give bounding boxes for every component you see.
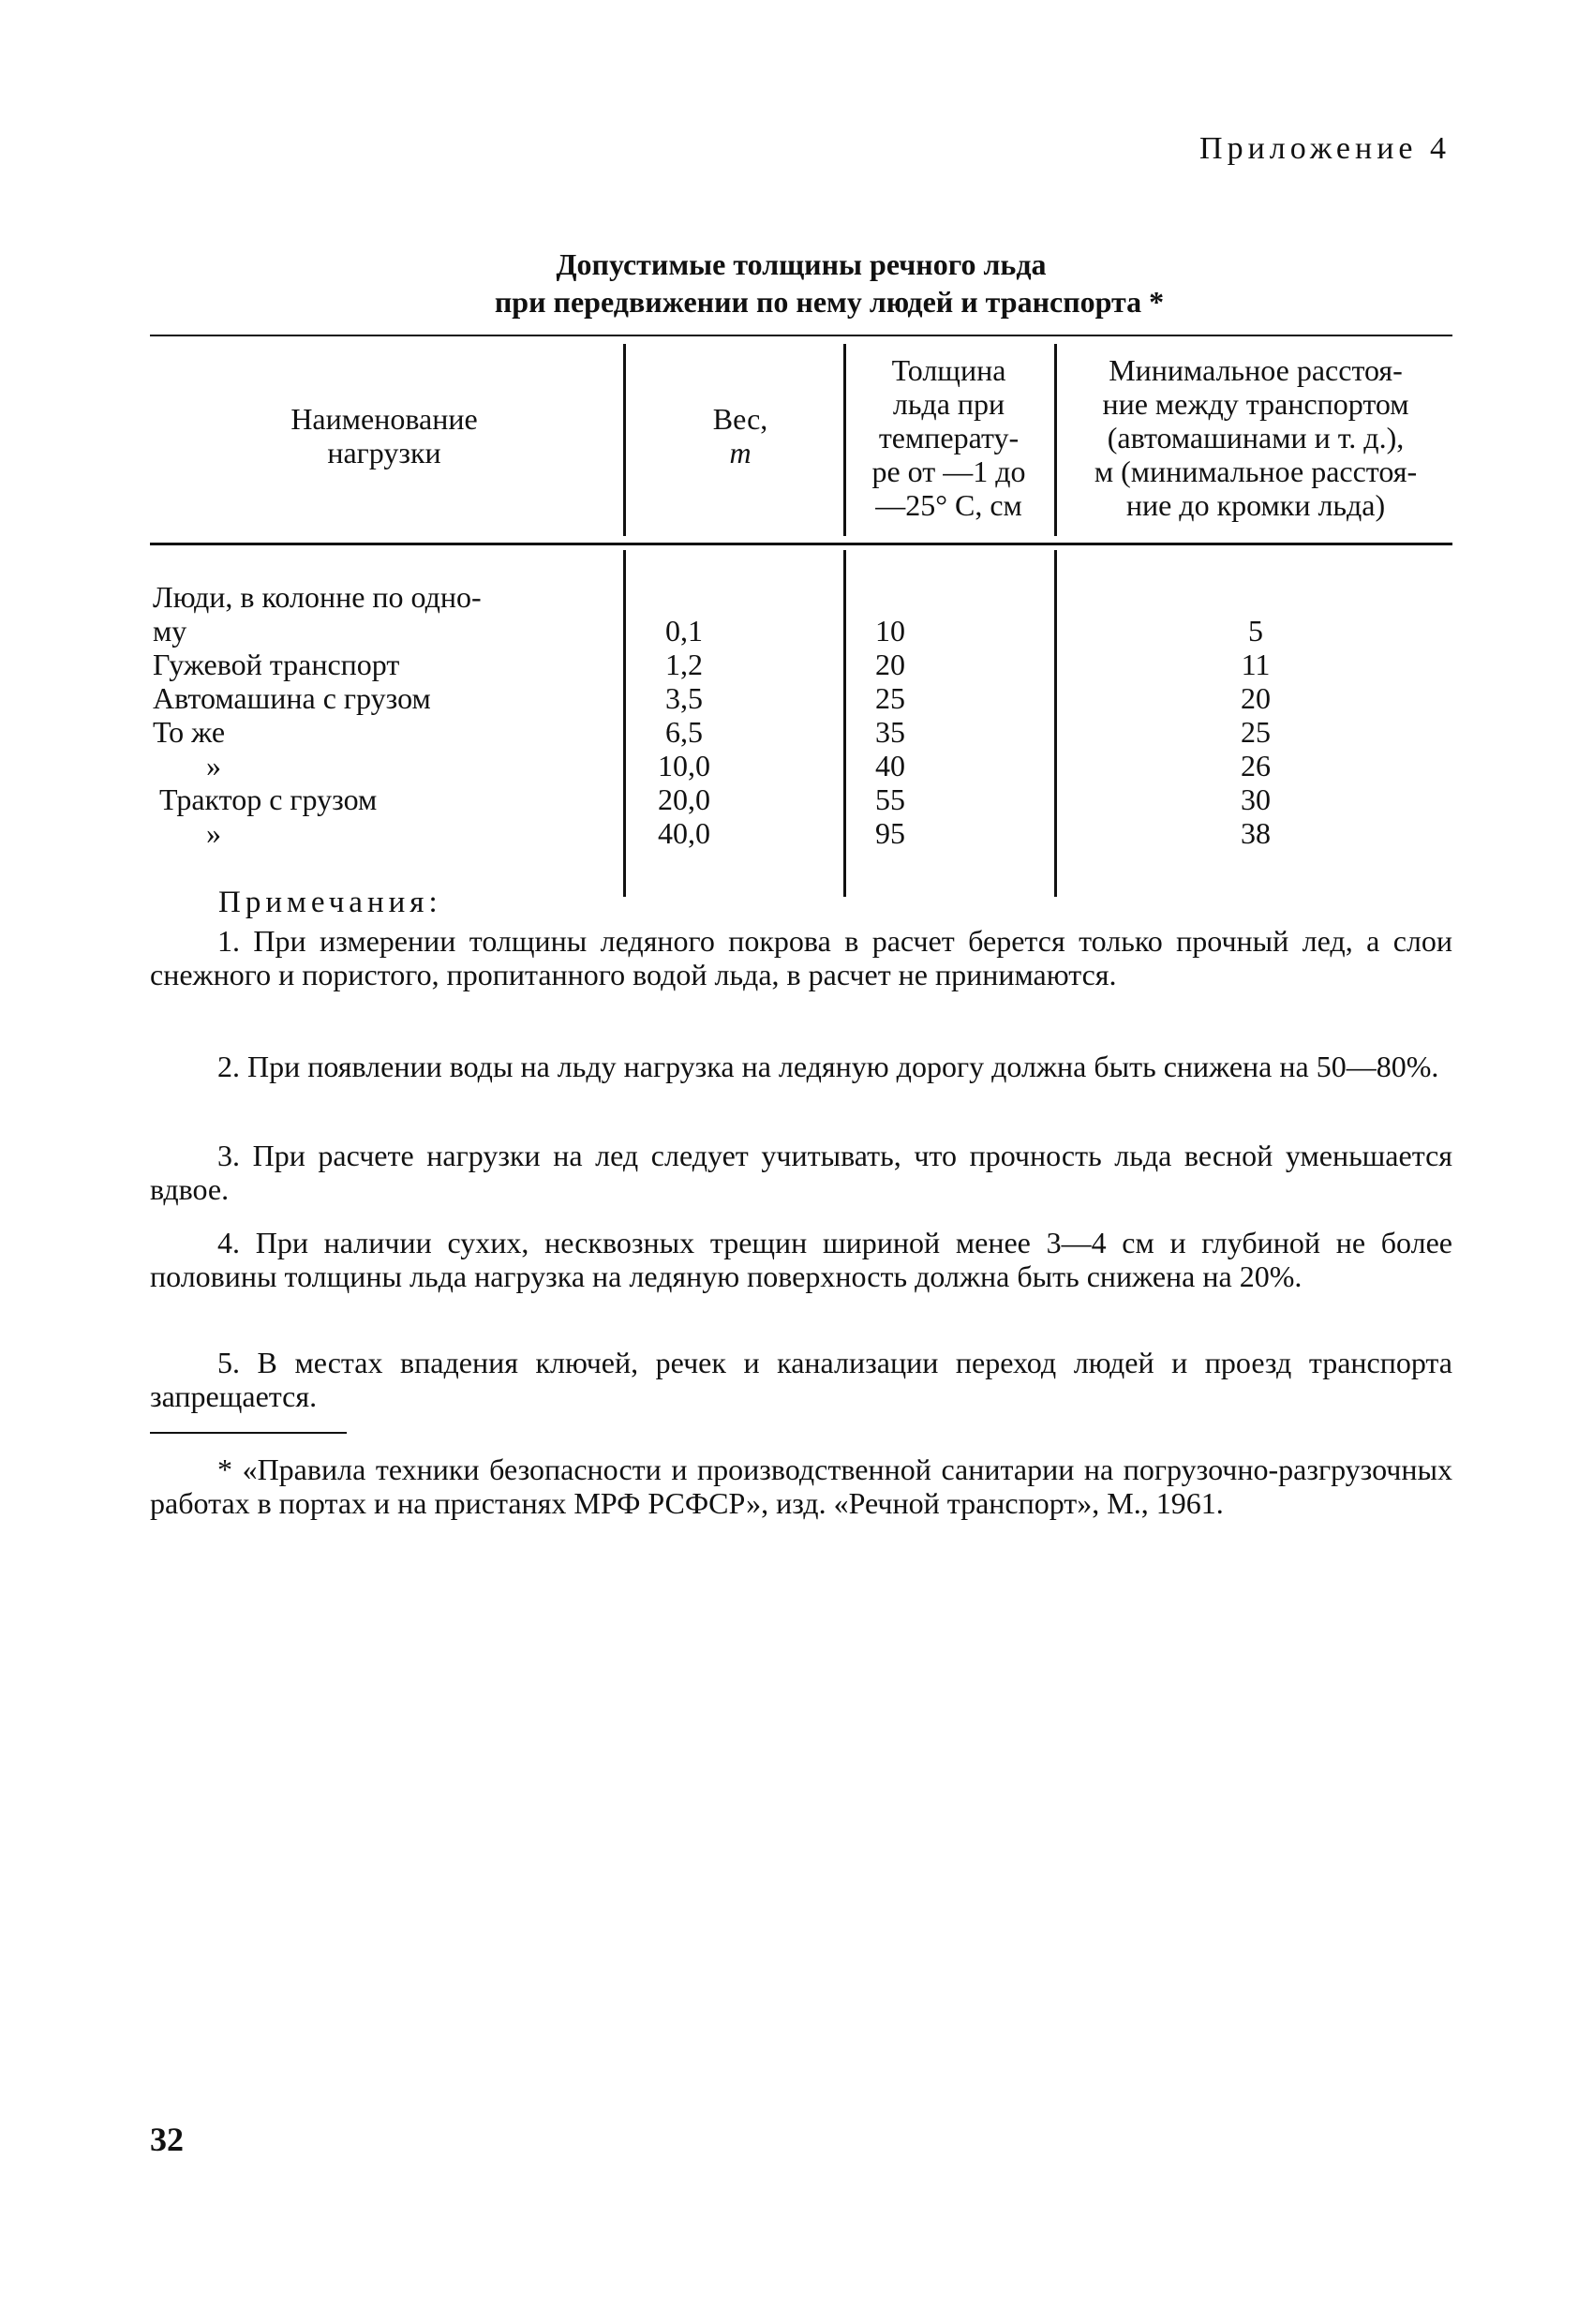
table-row — [150, 715, 1452, 749]
column-divider — [623, 344, 626, 536]
header-cell-distance: Минимальное расстоя- ние между транспортом (автомашинами и т. д.), м (минимальное расстоя- ние до кромки льда) — [1094, 353, 1418, 522]
table-header-rule — [150, 543, 1452, 545]
row-weight: 6,5 — [665, 715, 703, 749]
row-weight: 3,5 — [665, 681, 703, 715]
row-distance: 30 — [1241, 782, 1271, 816]
appendix-label: Приложение 4 — [1199, 131, 1451, 166]
title-line-2: при передвижении по нему людей и транспорта * — [494, 285, 1165, 319]
row-thickness: 20 — [875, 648, 905, 681]
note-5: 5. В местах впадения ключей, речек и канализации переход людей и проезд транспорта запрещается. — [150, 1346, 1452, 1413]
row-thickness: 40 — [875, 749, 905, 782]
row-thickness: 25 — [875, 681, 905, 715]
row-thickness: 10 — [875, 614, 905, 648]
title-line-1: Допустимые толщины речного льда — [556, 247, 1047, 281]
row-distance: 25 — [1241, 715, 1271, 749]
header-cell-weight: Вес, т — [712, 402, 768, 469]
row-weight: 0,1 — [665, 614, 703, 648]
note-3: 3. При расчете нагрузки на лед следует учитывать, что прочность льда весной уменьшается вдвое. — [150, 1139, 1452, 1206]
notes-heading: Примечания: — [218, 886, 442, 919]
row-name: Трактор с грузом — [159, 782, 378, 816]
footnote: * «Правила техники безопасности и производственной санитарии на погрузочно-разгрузочных работах в портах и на пристанях МРФ РСФСР», изд. «Речной транспорт», М., 1961. — [150, 1452, 1452, 1520]
column-divider — [843, 344, 846, 536]
row-name: Автомашина с грузом — [153, 681, 431, 715]
column-divider — [1054, 344, 1057, 536]
row-name: » — [206, 816, 221, 850]
header-cell-thickness: Толщина льда при температу- ре от —1 до —25° С, см — [871, 353, 1026, 522]
table-row — [150, 749, 1452, 782]
note-2: 2. При появлении воды на льду нагрузка на ледяную дорогу должна быть снижена на 50—80%. — [217, 1050, 1439, 1083]
table-row — [150, 681, 1452, 715]
row-distance: 20 — [1241, 681, 1271, 715]
row-name: Люди, в колонне по одно- — [153, 580, 482, 614]
row-thickness: 55 — [875, 782, 905, 816]
header-cell-name: Наименование нагрузки — [290, 402, 478, 469]
row-weight: 10,0 — [658, 749, 710, 782]
row-name: » — [206, 749, 221, 782]
row-thickness: 95 — [875, 816, 905, 850]
table-row — [150, 614, 1452, 648]
row-name: То же — [153, 715, 226, 749]
row-weight: 20,0 — [658, 782, 710, 816]
row-distance: 26 — [1241, 749, 1271, 782]
row-weight: 40,0 — [658, 816, 710, 850]
row-weight: 1,2 — [665, 648, 703, 681]
row-name: му — [153, 614, 187, 648]
page-number: 32 — [150, 2121, 184, 2158]
note-1: 1. При измерении толщины ледяного покрова в расчет берется только прочный лед, а слои снежного и пористого, пропитанного водой льда, в расчет не принимаются. — [150, 924, 1452, 991]
row-distance: 11 — [1241, 648, 1271, 681]
row-name: Гужевой транспорт — [153, 648, 400, 681]
table-title — [150, 246, 1452, 320]
table-row — [150, 580, 1452, 614]
row-distance: 5 — [1248, 614, 1263, 648]
table-top-rule — [150, 335, 1452, 336]
table-row — [150, 816, 1452, 850]
table-row — [150, 648, 1452, 681]
footnote-rule — [150, 1432, 347, 1434]
table-row — [150, 782, 1452, 816]
row-distance: 38 — [1241, 816, 1271, 850]
row-thickness: 35 — [875, 715, 905, 749]
note-4: 4. При наличии сухих, несквозных трещин шириной менее 3—4 см и глубиной не более половины толщины льда нагрузка на ледяную поверхность должна быть снижена на 20%. — [150, 1226, 1452, 1293]
